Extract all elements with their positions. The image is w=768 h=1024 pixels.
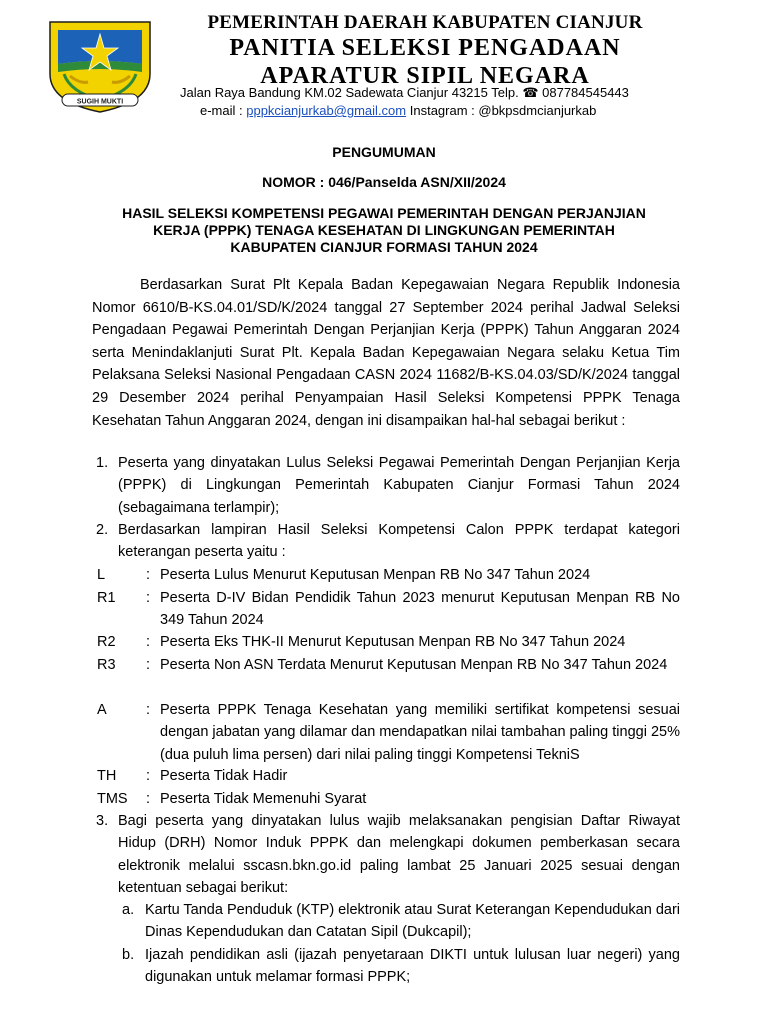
category-code: L [97,567,106,583]
intro-text: Berdasarkan Surat Plt Kepala Badan Kepegawaian Negara Republik Indonesia Nomor 6610/B-KS.04.01/SD/K/2024 tanggal 27 September 2024 perihal Jadwal Seleksi Pengadaan Pegawai Pemerintah Dengan Perjanjian Kerja (PPPK) Tahun Anggaran 2024 serta Menindaklanjuti Surat Plt. Kepala Badan Kepegawaian Negara selaku Ketua Tim Pelaksana Seleksi Nasional Pengadaan CASN 2024 11682/B-KS.04.03/SD/K/2024 tanggal 29 Desember 2024 perihal Penyampaian Hasil Seleksi Kompetensi PPPK Tenaga Kesehatan Tahun Anggaran 2024, dengan ini disampaikan hal-hal sebagai berikut : [92,277,680,429]
letterhead-asn: APARATUR SIPIL NEGARA [260,63,590,89]
category-description: Peserta Tidak Memenuhi Syarat [160,791,367,807]
item-text: Peserta yang dinyatakan Lulus Seleksi Pegawai Pemerintah Dengan Perjanjian Kerja (PPPK) di Lingkungan Pemerintah Kabupaten Cianjur Formasi Tahun 2024 (sebagaimana terlampir); [118,455,680,516]
category-code: A [97,702,107,718]
category-code: R1 [97,590,116,606]
category-description: Peserta Tidak Hadir [160,768,288,784]
email-label: e-mail : [200,103,247,118]
category-separator: : [146,567,151,583]
item-text: Berdasarkan lampiran Hasil Seleksi Kompetensi Calon PPPK terdapat kategori keterangan peserta yaitu : [118,522,680,561]
item-number: 3. [96,813,109,829]
letterhead-government: PEMERINTAH DAERAH KABUPATEN CIANJUR [207,12,643,33]
category-code: R2 [97,634,116,650]
category-separator: : [146,791,151,807]
letterhead-address: Jalan Raya Bandung KM.02 Sadewata Cianjur 43215 Telp. ☎ 087784545443 [180,85,629,100]
subject-line: KERJA (PPPK) TENAGA KESEHATAN DI LINGKUNGAN PEMERINTAH [153,222,615,238]
instagram-handle: Instagram : @bkpsdmcianjurkab [406,103,597,118]
item-number: 1. [96,455,109,471]
category-separator: : [146,702,151,718]
item-text: Bagi peserta yang dinyatakan lulus wajib melaksanakan pengisian Daftar Riwayat Hidup (DRH) Nomor Induk PPPK dan melengkapi dokumen pemberkasan secara elektronik melalui sscasn.bkn.go.id paling lambat 25 Januari 2025 sesuai dengan ketentuan sebagai berikut: [118,813,680,897]
category-description: Peserta Lulus Menurut Keputusan Menpan RB No 347 Tahun 2024 [160,567,591,583]
category-separator: : [146,657,151,673]
category-description: Peserta PPPK Tenaga Kesehatan yang memiliki sertifikat kompetensi sesuai dengan jabatan yang dilamar dan mendapatkan nilai tambahan paling tinggi 25% (dua puluh lima persen) dari nilai paling tinggi Kompetensi TekniS [160,702,680,763]
svg-text:SUGIH MUKTI: SUGIH MUKTI [76,98,124,106]
announcement-subject [96,205,672,256]
category-code: R3 [97,657,116,673]
cianjur-emblem-icon [40,14,160,114]
category-description: Peserta Eks THK-II Menurut Keputusan Menpan RB No 347 Tahun 2024 [160,634,626,650]
category-description: Peserta Non ASN Terdata Menurut Keputusan Menpan RB No 347 Tahun 2024 [160,657,668,673]
sub-item-text: Kartu Tanda Penduduk (KTP) elektronik atau Surat Keterangan Kependudukan dari Dinas Kependudukan dan Catatan Sipil (Dukcapil); [145,902,680,941]
category-separator: : [146,768,151,784]
subject-line: HASIL SELEKSI KOMPETENSI PEGAWAI PEMERINTAH DENGAN PERJANJIAN [122,205,646,221]
announcement-title: PENGUMUMAN [332,144,436,160]
letterhead-contact [200,102,596,120]
category-description: Peserta D-IV Bidan Pendidik Tahun 2023 menurut Keputusan Menpan RB No 349 Tahun 2024 [160,590,680,629]
category-separator: : [146,634,151,650]
letterhead-committee: PANITIA SELEKSI PENGADAAN [229,35,621,61]
category-code: TMS [97,791,128,807]
item-number: 2. [96,522,109,538]
letterhead [160,12,690,90]
sub-item-letter: a. [122,902,135,918]
subject-line: KABUPATEN CIANJUR FORMASI TAHUN 2024 [230,239,538,255]
intro-paragraph [92,274,680,432]
sub-item-text: Ijazah pendidikan asli (ijazah penyetaraan DIKTI untuk lulusan luar negeri) yang digunakan untuk melamar formasi PPPK; [145,947,680,986]
sub-item-letter: b. [122,947,135,963]
email-link[interactable]: pppkcianjurkab@gmail.com [246,103,407,118]
category-separator: : [146,590,151,606]
announcement-number: NOMOR : 046/Panselda ASN/XII/2024 [262,174,506,190]
category-code: TH [97,768,117,784]
